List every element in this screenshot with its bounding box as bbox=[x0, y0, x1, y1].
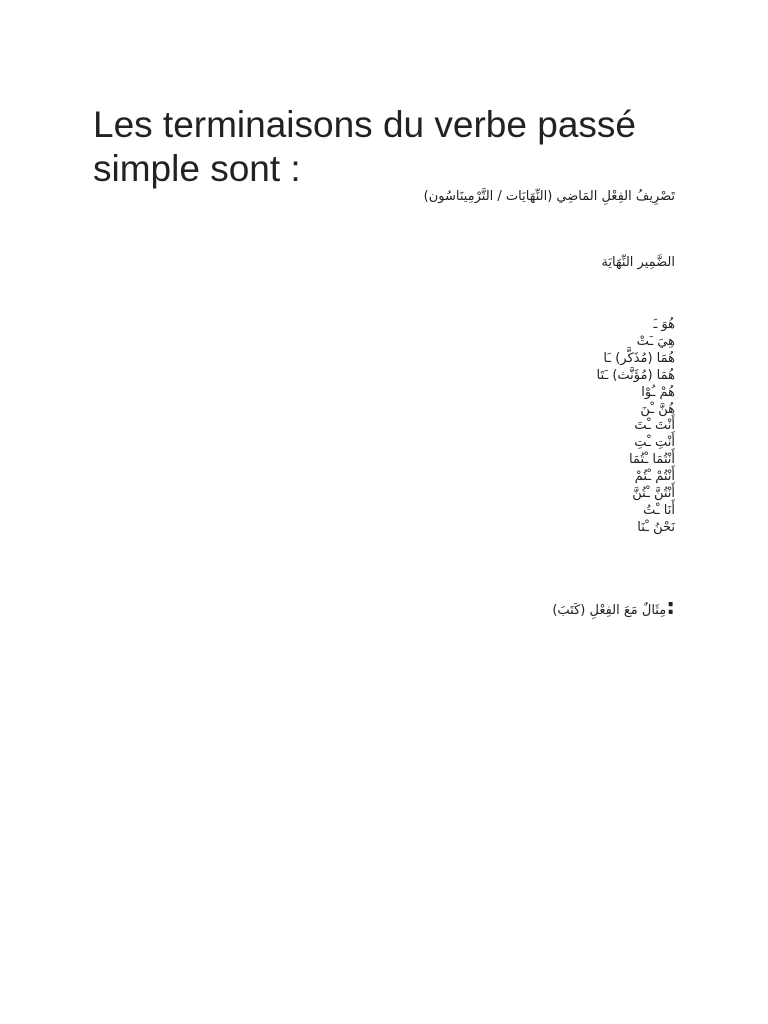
list-item: أَنْتُنَّ ـْتُنَّ bbox=[632, 486, 675, 502]
list-item: نَحْنُ ـْنَا bbox=[637, 519, 675, 535]
example-colon: : bbox=[666, 595, 675, 620]
example-heading bbox=[552, 597, 675, 622]
list-item: هُوَ ـَ bbox=[653, 317, 675, 332]
list-item: هُمَا (مُؤَنَّث) ـَتَا bbox=[596, 367, 675, 383]
list-item: أَنَا ـْتُ bbox=[643, 502, 675, 518]
page-title: Les terminaisons du verbe passé simple sont : bbox=[93, 104, 636, 189]
arabic-subtitle: تَصْرِيفُ الفِعْلِ المَاضِي (النِّهَايَات / التَّرْمِينَاسُون) bbox=[423, 189, 675, 204]
example-label: مِثَالٌ مَعَ الفِعْلِ (كَتَبَ) bbox=[552, 603, 667, 618]
list-item: هُمْ ـُوْا bbox=[641, 384, 675, 400]
pronoun-ending-list bbox=[597, 317, 676, 537]
list-item: أَنْتُمَا ـْتُمَا bbox=[629, 452, 675, 468]
list-item: أَنْتُمْ ـْتُمْ bbox=[634, 469, 675, 485]
list-item: أَنْتَ ـْتَ bbox=[634, 418, 675, 434]
table-header: الضَّمِير النِّهَايَة bbox=[601, 255, 675, 270]
list-item: أَنْتِ ـْتِ bbox=[634, 435, 675, 451]
list-item: هُمَا (مُذَكَّر) ـَا bbox=[603, 350, 675, 366]
list-item: هُنَّ ـْنَ bbox=[640, 401, 675, 417]
list-item: هِيَ ـَتْ bbox=[636, 333, 675, 349]
